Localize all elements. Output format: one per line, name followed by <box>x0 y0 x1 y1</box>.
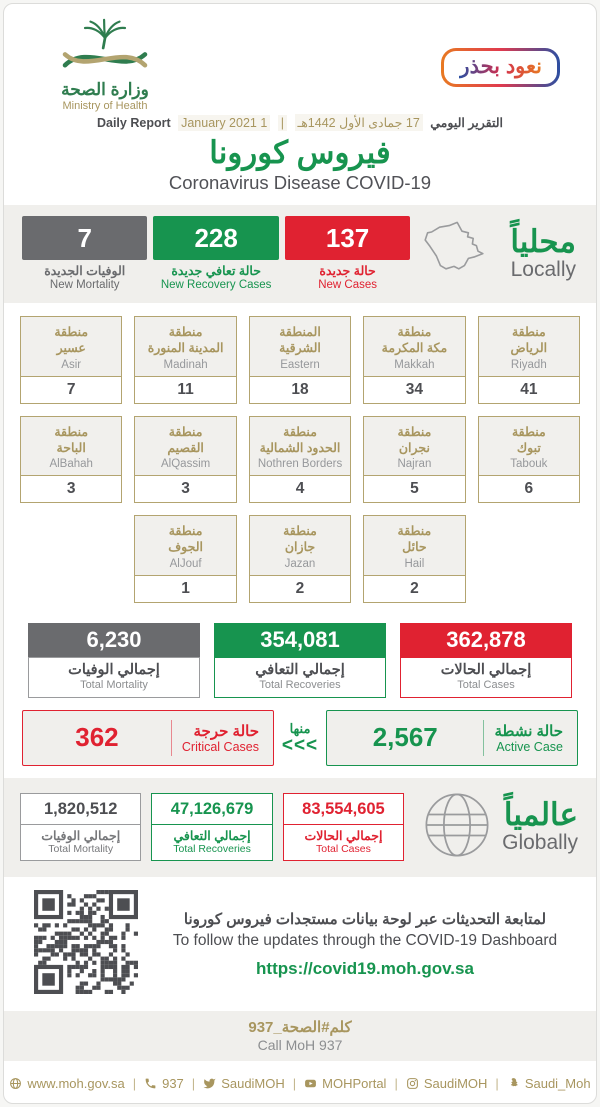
region-value: 2 <box>250 575 350 602</box>
global-cases-label-ar: إجمالي الحالات <box>304 829 383 844</box>
new-cases-value: 137 <box>285 216 410 260</box>
region-card-riyadh <box>478 316 580 404</box>
total-card-body <box>28 657 200 698</box>
moh-logo <box>30 18 180 112</box>
region-name-en: AlJouf <box>169 557 202 570</box>
global-mortality-value: 1,820,512 <box>43 800 118 819</box>
region-name-en: Jazan <box>284 557 316 570</box>
region-card-head <box>364 317 464 376</box>
global-recoveries-card <box>151 793 272 861</box>
total-recoveries-card <box>214 623 386 698</box>
of-which-label: منها <box>289 721 311 737</box>
dashboard-url[interactable]: https://covid19.moh.gov.sa <box>256 958 474 978</box>
new-cases-stat <box>285 216 410 292</box>
footer-link-label: MOHPortal <box>322 1075 387 1091</box>
critical-cases-value: 362 <box>75 722 119 753</box>
global-cases-value: 83,554,605 <box>302 800 385 819</box>
global-mortality-card <box>20 793 141 861</box>
ministry-name-ar: وزارة الصحة <box>61 80 149 99</box>
total-recoveries-label-ar: إجمالي التعافي <box>255 661 345 678</box>
total-mortality-card <box>28 623 200 698</box>
chevrons-left-icon: <<< <box>281 735 319 757</box>
new-cases-label-en: New Cases <box>318 278 377 291</box>
region-name-ar: منطقة الحدود الشمالية <box>259 424 341 455</box>
divider <box>483 720 484 756</box>
twitter-icon <box>203 1077 216 1090</box>
page-title-ar: فيروس كورونا <box>209 135 391 170</box>
active-cases-box <box>326 710 578 766</box>
divider <box>171 720 172 756</box>
dashboard-section <box>4 877 596 1011</box>
global-recoveries-value: 47,126,679 <box>170 800 254 819</box>
locally-title <box>510 223 578 283</box>
date-separator: | <box>278 115 287 131</box>
region-name-ar: منطقة الرياض <box>510 325 548 356</box>
return-cautiously-badge <box>441 48 560 87</box>
region-name-ar: منطقة حائل <box>397 524 432 555</box>
region-value: 3 <box>135 475 235 502</box>
footer-link-label: Saudi_Moh <box>524 1075 591 1091</box>
global-card-body <box>21 824 140 860</box>
region-name-en: Madinah <box>163 358 208 371</box>
regions-row-2 <box>20 416 580 504</box>
region-name-en: Asir <box>61 358 82 371</box>
footer-bar <box>4 1061 596 1103</box>
active-cases-label-en: Active Case <box>496 739 563 754</box>
region-card-albahah <box>20 416 122 504</box>
footer-link-label: SaudiMOH <box>221 1075 285 1091</box>
globally-title <box>502 796 580 856</box>
region-value: 1 <box>135 575 235 602</box>
region-card-eastern <box>249 316 351 404</box>
globe-icon <box>422 790 492 865</box>
global-card-body <box>152 824 271 860</box>
global-recoveries-label-ar: إجمالي التعافي <box>173 829 251 844</box>
global-mortality-label-en: Total Mortality <box>48 843 114 856</box>
new-recoveries-value: 228 <box>153 216 278 260</box>
region-name-ar: منطقة المدينة المنورة <box>147 325 224 356</box>
critical-cases-box <box>22 710 274 766</box>
total-mortality-label-ar: إجمالي الوفيات <box>68 661 160 678</box>
region-name-ar: منطقة جازان <box>283 524 317 555</box>
region-name-en: Nothren Borders <box>257 458 343 471</box>
global-recoveries-label-en: Total Recoveries <box>173 843 251 856</box>
new-recoveries-label-ar: حالة تعافي جديدة <box>171 264 261 279</box>
hijri-date: 17 جمادى الأول 1442هـ <box>295 114 423 131</box>
region-value: 2 <box>364 575 464 602</box>
globally-title-ar: عالمياً <box>503 796 578 832</box>
instagram-icon <box>406 1077 419 1090</box>
saudi-map-icon <box>422 219 502 290</box>
snapchat-icon <box>507 1077 520 1090</box>
region-value: 11 <box>135 376 235 403</box>
global-mortality-label-ar: إجمالي الوفيات <box>41 829 121 844</box>
critical-cases-label-en: Critical Cases <box>181 739 259 754</box>
region-value: 5 <box>364 475 464 502</box>
region-card-northern-borders <box>249 416 351 504</box>
region-card-head <box>364 417 464 476</box>
total-cases-label-en: Total Cases <box>457 678 515 691</box>
footer-link-label: 937 <box>162 1075 184 1091</box>
footer-link-instagram[interactable] <box>406 1076 488 1091</box>
separator: | <box>191 1075 196 1091</box>
total-mortality-value: 6,230 <box>28 623 200 657</box>
footer-link-phone[interactable] <box>144 1076 184 1091</box>
global-cases-card <box>283 793 404 861</box>
globe-icon <box>9 1077 22 1090</box>
critical-active-section <box>4 702 596 778</box>
region-card-head <box>479 317 579 376</box>
ministry-name-en: Ministry of Health <box>62 100 148 112</box>
region-card-hail <box>363 515 465 603</box>
call-label-ar: كلم#الصحة_937 <box>248 1018 352 1036</box>
regions-row-1 <box>20 316 580 404</box>
region-name-en: Riyadh <box>510 358 547 371</box>
regions-grid <box>4 303 596 603</box>
total-mortality-label-en: Total Mortality <box>80 678 148 691</box>
region-name-ar: المنطقة الشرقية <box>279 325 321 356</box>
region-value: 41 <box>479 376 579 403</box>
globally-section <box>4 778 596 877</box>
region-card-alqassim <box>134 416 236 504</box>
footer-link-website[interactable] <box>9 1076 124 1091</box>
separator: | <box>495 1075 499 1091</box>
footer-link-label: SaudiMOH <box>423 1075 488 1091</box>
region-name-ar: منطقة الباحة <box>54 424 89 455</box>
region-value: 6 <box>479 475 579 502</box>
regions-row-3 <box>20 515 580 603</box>
report-label-ar: التقرير اليومي <box>430 116 504 130</box>
total-recoveries-label-en: Total Recoveries <box>259 678 341 691</box>
region-name-ar: منطقة القصيم <box>167 424 204 455</box>
region-name-en: Hail <box>404 557 425 570</box>
separator: | <box>132 1075 137 1091</box>
region-card-head <box>364 516 464 575</box>
header <box>4 4 596 112</box>
new-mortality-value: 7 <box>22 216 147 260</box>
of-which-indicator <box>274 721 326 757</box>
region-card-head <box>250 516 350 575</box>
globally-title-en: Globally <box>502 831 578 855</box>
badge-inner <box>444 51 557 84</box>
region-card-head <box>135 417 235 476</box>
active-cases-value: 2,567 <box>372 722 438 753</box>
separator: | <box>394 1075 398 1091</box>
region-value: 4 <box>250 475 350 502</box>
totals-section <box>4 615 596 702</box>
dashboard-text-ar: لمتابعة التحديثات عبر لوحة بيانات مستجدات فيروس كورونا <box>183 910 547 928</box>
gregorian-date: 1 January 2021 <box>178 115 270 131</box>
footer-link-snapchat[interactable] <box>507 1076 591 1091</box>
region-card-madinah <box>134 316 236 404</box>
moh-emblem-icon <box>50 18 160 78</box>
region-name-ar: منطقة نجران <box>397 424 432 455</box>
new-mortality-label-ar: الوفيات الجديدة <box>44 264 126 279</box>
report-page <box>3 3 597 1104</box>
dashboard-text <box>164 910 566 979</box>
region-name-en: Najran <box>397 458 432 471</box>
new-recoveries-stat <box>153 216 278 292</box>
youtube-icon <box>304 1077 317 1090</box>
region-card-head <box>135 516 235 575</box>
footer-link-youtube[interactable] <box>304 1076 386 1091</box>
call-banner <box>4 1011 596 1061</box>
call-label-en: Call MoH 937 <box>257 1036 343 1053</box>
region-card-najran <box>363 416 465 504</box>
total-card-body <box>400 657 572 698</box>
badge-label: نعود بحذر <box>459 55 542 78</box>
new-cases-label-ar: حالة جديدة <box>319 264 376 279</box>
region-card-head <box>250 317 350 376</box>
page-title-en: Coronavirus Disease COVID-19 <box>168 172 432 194</box>
region-card-jazan <box>249 515 351 603</box>
critical-cases-label-ar: حالة حرجة <box>193 722 259 740</box>
region-name-ar: منطقة عسير <box>54 325 89 356</box>
region-name-ar: منطقة الجوف <box>168 524 203 555</box>
region-name-en: Tabouk <box>510 458 548 471</box>
new-mortality-label-en: New Mortality <box>49 278 120 291</box>
phone-icon <box>144 1077 157 1090</box>
region-value: 34 <box>364 376 464 403</box>
region-name-ar: منطقة تبوك <box>511 424 546 455</box>
region-card-head <box>135 317 235 376</box>
critical-cases-labels <box>172 722 273 754</box>
region-value: 18 <box>250 376 350 403</box>
active-cases-label-ar: حالة نشطة <box>494 722 563 740</box>
region-name-ar: منطقة مكة المكرمة <box>381 325 448 356</box>
region-name-en: AlQassim <box>161 458 211 471</box>
total-card-body <box>214 657 386 698</box>
region-name-en: Makkah <box>394 358 435 371</box>
global-cases-label-en: Total Cases <box>316 843 371 856</box>
region-value: 3 <box>21 475 121 502</box>
active-cases-labels <box>484 722 577 754</box>
separator: | <box>292 1075 297 1091</box>
locally-section <box>4 205 596 303</box>
region-card-makkah <box>363 316 465 404</box>
region-name-en: AlBahah <box>49 458 93 471</box>
region-card-head <box>21 317 121 376</box>
report-label-en: Daily Report <box>96 116 171 130</box>
total-cases-value: 362,878 <box>400 623 572 657</box>
total-cases-label-ar: إجمالي الحالات <box>440 661 532 678</box>
total-recoveries-value: 354,081 <box>214 623 386 657</box>
region-card-head <box>250 417 350 476</box>
region-card-tabouk <box>478 416 580 504</box>
total-cases-card <box>400 623 572 698</box>
region-card-head <box>21 417 121 476</box>
qr-code <box>34 890 138 999</box>
region-value: 7 <box>21 376 121 403</box>
locally-title-ar: محلياً <box>510 223 576 259</box>
region-name-en: Eastern <box>280 358 320 371</box>
region-card-head <box>479 417 579 476</box>
report-date-line <box>4 114 596 131</box>
new-mortality-stat <box>22 216 147 292</box>
footer-link-label: www.moh.gov.sa <box>27 1075 125 1091</box>
locally-title-en: Locally <box>510 258 576 282</box>
title-block <box>4 114 596 194</box>
new-recoveries-label-en: New Recovery Cases <box>160 278 272 291</box>
global-card-body <box>284 824 403 860</box>
footer-link-twitter[interactable] <box>203 1076 285 1091</box>
region-card-aljouf <box>134 515 236 603</box>
region-card-asir <box>20 316 122 404</box>
dashboard-text-en: To follow the updates through the COVID-19 Dashboard <box>172 931 558 949</box>
